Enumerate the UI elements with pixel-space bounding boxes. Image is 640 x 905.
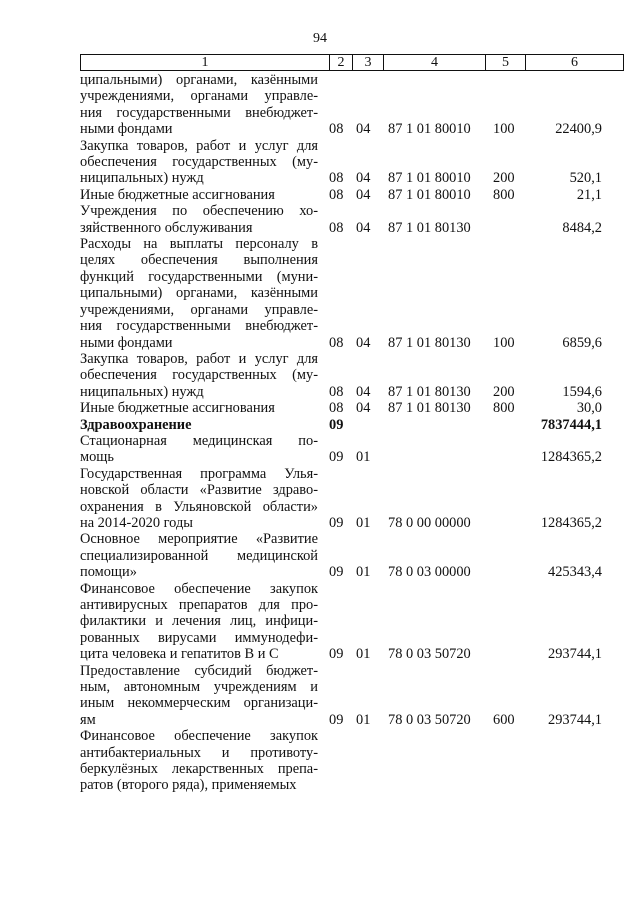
row-name-line: новской области «Развитие здраво- xyxy=(80,482,318,499)
row-name-line: учреждениями, органами управле- xyxy=(80,88,318,105)
cell-c6: 1284365,2 xyxy=(540,514,602,531)
header-col-3: 3 xyxy=(353,55,384,70)
row-name-line: функций государственными (муни- xyxy=(80,268,318,285)
cell-c3: 04 xyxy=(356,334,371,351)
cell-c6: 8484,2 xyxy=(562,219,602,236)
table-row xyxy=(80,417,624,433)
row-name-line: Финансовое обеспечение закупок xyxy=(80,580,318,597)
cell-c4: 87 1 01 80130 xyxy=(388,334,471,351)
cell-c2: 08 xyxy=(329,186,344,203)
row-name-line: целях обеспечения выполнения xyxy=(80,252,318,269)
cell-c4: 78 0 03 50720 xyxy=(388,646,471,663)
table-row xyxy=(80,72,624,138)
cell-c3: 04 xyxy=(356,400,371,417)
cell-c6: 293744,1 xyxy=(548,711,602,728)
cell-c2: 08 xyxy=(329,121,344,138)
cell-c4: 87 1 01 80010 xyxy=(388,121,471,138)
cell-c2: 08 xyxy=(329,170,344,187)
table-row xyxy=(80,203,624,236)
cell-c4: 87 1 01 80130 xyxy=(388,400,471,417)
row-name xyxy=(80,728,318,794)
cell-c6: 1594,6 xyxy=(562,383,602,400)
row-name-line: Стационарная медицинская по- xyxy=(80,432,318,449)
row-name xyxy=(80,351,318,400)
cell-c6: 520,1 xyxy=(569,170,602,187)
cell-c4: 78 0 00 00000 xyxy=(388,514,471,531)
row-name-line: Здравоохранение xyxy=(80,416,192,433)
row-name xyxy=(80,433,318,466)
row-name-line: обеспечения государственных (му- xyxy=(80,154,318,171)
cell-c5: 100 xyxy=(493,334,515,351)
row-name-line: Расходы на выплаты персоналу в xyxy=(80,236,318,253)
row-name xyxy=(80,203,318,236)
cell-c5: 600 xyxy=(493,711,515,728)
table-row xyxy=(80,581,624,663)
cell-c3: 01 xyxy=(356,646,371,663)
cell-c5: 800 xyxy=(493,186,515,203)
row-name-line: ния государственными внебюджет- xyxy=(80,318,318,335)
cell-c4: 87 1 01 80130 xyxy=(388,383,471,400)
table-row xyxy=(80,187,624,203)
table-row xyxy=(80,466,624,532)
row-name-line: Основное мероприятие «Развитие xyxy=(80,531,318,548)
row-name-line: ципальными) органами, казёнными xyxy=(80,285,318,302)
row-name-line: ными фондами xyxy=(80,334,173,351)
header-col-2: 2 xyxy=(330,55,353,70)
row-name-line: Иные бюджетные ассигнования xyxy=(80,400,275,417)
cell-c2: 09 xyxy=(329,416,344,433)
header-col-5: 5 xyxy=(486,55,526,70)
row-name-line: беркулёзных лекарственных препа- xyxy=(80,761,318,778)
cell-c6: 30,0 xyxy=(576,400,602,417)
page-number: 94 xyxy=(313,31,327,46)
table-row xyxy=(80,531,624,580)
cell-c4: 87 1 01 80130 xyxy=(388,219,471,236)
row-name-line: ния государственными внебюджет- xyxy=(80,104,318,121)
row-name xyxy=(80,72,318,138)
row-name-line: Государственная программа Улья- xyxy=(80,465,318,482)
row-name-line: ям xyxy=(80,711,96,728)
row-name-line: Финансовое обеспечение закупок xyxy=(80,728,318,745)
table-row xyxy=(80,400,624,416)
row-name-line: охранения в Ульяновской области» xyxy=(80,498,318,515)
cell-c3: 04 xyxy=(356,219,371,236)
cell-c2: 08 xyxy=(329,334,344,351)
row-name-line: ным, автономным учреждениям и xyxy=(80,679,318,696)
cell-c4: 87 1 01 80010 xyxy=(388,186,471,203)
cell-c2: 09 xyxy=(329,449,344,466)
table-row xyxy=(80,663,624,729)
cell-c5: 800 xyxy=(493,400,515,417)
cell-c3: 04 xyxy=(356,383,371,400)
row-name-line: Закупка товаров, работ и услуг для xyxy=(80,137,318,154)
cell-c2: 09 xyxy=(329,564,344,581)
row-name-line: Иные бюджетные ассигнования xyxy=(80,186,275,203)
row-name-line: цита человека и гепатитов В и С xyxy=(80,646,279,663)
row-name-line: учреждениями, органами управле- xyxy=(80,301,318,318)
cell-c6: 22400,9 xyxy=(555,121,602,138)
header-col-6: 6 xyxy=(571,55,578,70)
row-name xyxy=(80,187,318,203)
row-name-line: иным некоммерческим организаци- xyxy=(80,695,318,712)
row-name-line: антибактериальных и противоту- xyxy=(80,744,318,761)
row-name-line: Предоставление субсидий бюджет- xyxy=(80,662,318,679)
row-name xyxy=(80,663,318,729)
header-col-1: 1 xyxy=(81,55,330,70)
row-name xyxy=(80,236,318,351)
table-row xyxy=(80,433,624,466)
row-name-line: ципальными) органами, казёнными xyxy=(80,72,318,88)
row-name-line: обеспечения государственных (му- xyxy=(80,367,318,384)
row-name-line: специализированной медицинской xyxy=(80,547,318,564)
table-row xyxy=(80,728,624,794)
row-name-line: Закупка товаров, работ и услуг для xyxy=(80,350,318,367)
cell-c4: 78 0 03 50720 xyxy=(388,711,471,728)
row-name xyxy=(80,138,318,187)
row-name xyxy=(80,531,318,580)
row-name-line: помощи» xyxy=(80,564,137,581)
cell-c2: 08 xyxy=(329,400,344,417)
table-row xyxy=(80,236,624,351)
cell-c5: 100 xyxy=(493,121,515,138)
cell-c4: 87 1 01 80010 xyxy=(388,170,471,187)
row-name-line: ниципальных) нужд xyxy=(80,170,204,187)
cell-c6: 21,1 xyxy=(576,186,602,203)
row-name xyxy=(80,417,318,433)
cell-c5: 200 xyxy=(493,383,515,400)
cell-c2: 08 xyxy=(329,219,344,236)
row-name-line: антивирусных препаратов для про- xyxy=(80,597,318,613)
row-name-line: мощь xyxy=(80,449,114,466)
cell-c3: 01 xyxy=(356,564,371,581)
row-name-line: филактики и лечения лиц, инфици- xyxy=(80,613,318,630)
row-name-line: ратов (второго ряда), применяемых xyxy=(80,777,297,794)
row-name-line: рованных вирусами иммунодефи- xyxy=(80,629,318,646)
table-row xyxy=(80,138,624,187)
row-name-line: на 2014-2020 годы xyxy=(80,514,193,531)
row-name xyxy=(80,400,318,416)
row-name xyxy=(80,466,318,532)
cell-c3: 01 xyxy=(356,711,371,728)
cell-c4: 78 0 03 00000 xyxy=(388,564,471,581)
cell-c3: 01 xyxy=(356,514,371,531)
cell-c2: 09 xyxy=(329,646,344,663)
row-name-line: зяйственного обслуживания xyxy=(80,219,253,236)
budget-table xyxy=(80,72,624,794)
row-name-line: ными фондами xyxy=(80,121,173,138)
row-name-line: ниципальных) нужд xyxy=(80,383,204,400)
table-header xyxy=(80,54,624,71)
cell-c6: 425343,4 xyxy=(548,564,602,581)
cell-c3: 04 xyxy=(356,121,371,138)
row-name-line: Учреждения по обеспечению хо- xyxy=(80,203,318,220)
cell-c6: 293744,1 xyxy=(548,646,602,663)
row-name xyxy=(80,581,318,663)
table-row xyxy=(80,351,624,400)
cell-c2: 09 xyxy=(329,711,344,728)
header-col-4: 4 xyxy=(384,55,486,70)
cell-c6: 1284365,2 xyxy=(540,449,602,466)
cell-c2: 09 xyxy=(329,514,344,531)
cell-c3: 04 xyxy=(356,170,371,187)
cell-c2: 08 xyxy=(329,383,344,400)
cell-c6: 7837444,1 xyxy=(540,416,602,433)
cell-c6: 6859,6 xyxy=(562,334,602,351)
cell-c5: 200 xyxy=(493,170,515,187)
cell-c3: 04 xyxy=(356,186,371,203)
cell-c3: 01 xyxy=(356,449,371,466)
